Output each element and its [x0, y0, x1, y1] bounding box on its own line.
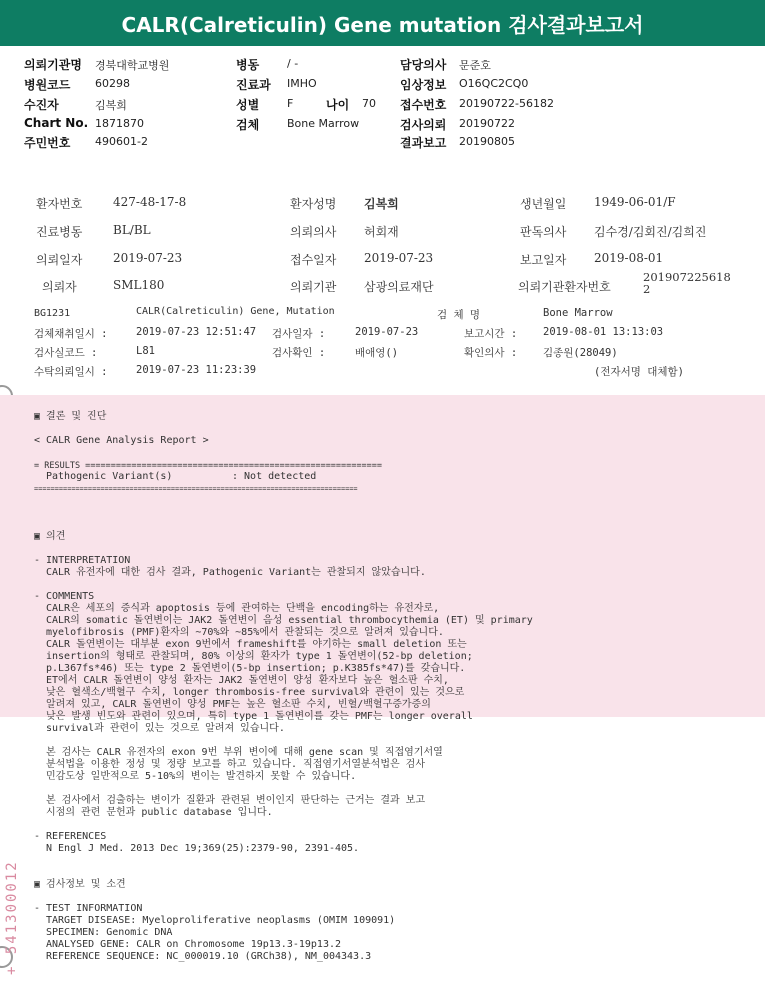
info-value: / - [287, 57, 299, 70]
patient-value: 허회재 [364, 225, 399, 239]
comment-line: 알려져 있고, CALR 돌연변이 양성 PMF는 높은 혈소판 수치, 빈혈/백혈구증가증의 [46, 699, 431, 710]
comment-line: p.L367fs*46) 또는 type 2 돌연변이(5-bp insertion; p.K385fs*47)를 갖습니다. [46, 663, 466, 674]
test-code: BG1231 [34, 308, 71, 319]
patient-label: 의뢰일자 [36, 253, 83, 267]
patient-label: 의뢰의사 [290, 225, 337, 239]
meta-label: 검사실코드 : [34, 347, 98, 359]
method-line: 본 검사는 CALR 유전자의 exon 9번 부위 변이에 대해 gene scan 및 직접염기서열 [46, 747, 443, 758]
info-value: 60298 [95, 77, 130, 90]
info-value: 김복희 [95, 99, 127, 112]
age-value: 70 [362, 97, 376, 110]
info-label: 의뢰기관명 [24, 58, 82, 72]
comment-line: 낮은 혈색소/백혈구 수치, longer thrombosis-free survival와 관련이 있는 것으로 [46, 687, 465, 698]
results-line: = RESULTS ========================================================== [34, 461, 382, 471]
info-value: IMHO [287, 77, 317, 90]
info-value: O16QC2CQ0 [459, 77, 529, 90]
patient-value: 2019-07-23 [113, 251, 183, 265]
patient-value: 1949-06-01/F [594, 195, 676, 209]
specimen-label: 검 체 명 [437, 309, 481, 321]
comment-line: CALR 돌연변이는 대부분 exon 9번에서 frameshift를 야기하는 small deletion 또는 [46, 639, 467, 650]
info-label: 접수번호 [400, 98, 447, 112]
info-value: 경북대학교병원 [95, 59, 170, 72]
info-label: 성별 [236, 98, 260, 112]
meta-value: 2019-07-23 12:51:47 [136, 326, 257, 338]
info-value: F [287, 97, 294, 110]
patient-value: 삼광의료재단 [364, 280, 434, 294]
patient-label: 의뢰기관환자번호 [518, 280, 611, 294]
specimen-value: Bone Marrow [543, 307, 613, 319]
interpretation-title: - INTERPRETATION [34, 555, 131, 566]
conclusion-heading: ▣ 결론 및 진단 [34, 411, 107, 422]
info-value: 20190722-56182 [459, 97, 554, 110]
test-info-title: - TEST INFORMATION [34, 903, 143, 914]
patient-value: 김수경/김회진/김희진 [594, 225, 707, 239]
opinion-heading: ▣ 의견 [34, 531, 66, 542]
test-info-heading: ▣ 검사정보 및 소견 [34, 879, 126, 890]
results-rule: ============================================================================== [34, 485, 358, 493]
patient-value: 2019-07-23 [364, 251, 434, 265]
variant-value: : Not detected [232, 471, 317, 482]
variant-label: Pathogenic Variant(s) [46, 471, 173, 482]
info-value: 문준호 [459, 59, 491, 72]
method-line: 민감도상 일반적으로 5-10%의 변이는 발견하지 못할 수 있습니다. [46, 771, 357, 782]
meta-label: 검사일자 : [272, 328, 326, 340]
comments-title: - COMMENTS [34, 591, 95, 602]
patient-label: 생년월일 [520, 197, 567, 211]
info-label: 수진자 [24, 98, 59, 112]
info-label: 병원코드 [24, 78, 71, 92]
info-label: 검사의뢰 [400, 118, 447, 132]
basis-line: 시점의 관련 문헌과 public database 입니다. [46, 807, 273, 818]
info-value: 1871870 [95, 117, 144, 130]
comment-line: CALR의 somatic 돌연변이는 JAK2 돌연변이 음성 essential thrombocythemia (ET) 및 primary [46, 615, 533, 626]
test-name: CALR(Calreticulin) Gene, Mutation [136, 306, 335, 317]
test-info-line: ANALYSED GENE: CALR on Chromosome 19p13.3-19p13.2 [46, 939, 342, 950]
meta-value: 배애영() [355, 347, 399, 359]
patient-value: 김복희 [364, 197, 399, 211]
meta-label: 수탁의뢰일시 : [34, 366, 108, 378]
info-label: 결과보고 [400, 136, 447, 150]
meta-value: 2019-07-23 [355, 326, 419, 338]
references-title: - REFERENCES [34, 831, 107, 842]
comment-line: ET에서 CALR 돌연변이 양성 환자는 JAK2 돌연변이 양성 환자보다 높은 혈소판 수치, [46, 675, 449, 686]
info-value: 490601-2 [95, 135, 148, 148]
report-title: CALR(Calreticulin) Gene mutation 검사결과보고서 [121, 12, 644, 37]
info-value: Bone Marrow [287, 117, 360, 130]
test-info-line: REFERENCE SEQUENCE: NC_000019.10 (GRCh38), NM_004343.3 [46, 951, 372, 962]
comment-line: survival과 관련이 있는 것으로 알려져 있습니다. [46, 723, 285, 734]
comment-line: insertion의 형태로 관찰되며, 80% 이상의 환자가 type 1 돌연변이(52-bp deletion; [46, 651, 473, 662]
patient-value: 2019-08-01 [594, 251, 664, 265]
top-info-section [0, 56, 765, 152]
patient-value: SML180 [113, 278, 165, 292]
patient-value: 427-48-17-8 [113, 195, 187, 209]
meta-value: L81 [136, 345, 155, 357]
patient-value: 201907225618 2 [643, 270, 731, 296]
side-serial-number: + 541300012 [4, 860, 20, 975]
test-info-line: TARGET DISEASE: Myeloproliferative neoplasms (OMIM 109091) [46, 915, 396, 926]
test-info-line: SPECIMEN: Genomic DNA [46, 927, 173, 938]
info-label: 병동 [236, 58, 260, 72]
meta-label: 검체채취일시 : [34, 328, 108, 340]
info-label: 검체 [236, 118, 260, 132]
comment-line: 낮은 발생 빈도와 관련이 있으며, 특히 type 1 돌연변이를 갖는 PMF는 longer overall [46, 711, 473, 722]
meta-value: 김종원(28049) [543, 347, 618, 359]
age-label: 나이 [326, 98, 350, 112]
meta-label: 보고시간 : [464, 328, 518, 340]
patient-label: 의뢰기관 [290, 280, 337, 294]
method-line: 분석법을 이용한 정성 및 정량 보고를 하고 있습니다. 직접염기서열분석법은 검사 [46, 759, 425, 770]
patient-label: 접수일자 [290, 253, 337, 267]
patient-value: BL/BL [113, 223, 151, 237]
comment-line: myelofibrosis (PMF)환자의 ~70%와 ~85%에서 관찰되는 것으로 알려져 있습니다. [46, 627, 444, 638]
meta-label: 확인의사 : [464, 347, 518, 359]
meta-value: 2019-07-23 11:23:39 [136, 364, 257, 376]
report-title-bar [0, 0, 765, 46]
patient-label: 환자번호 [36, 197, 83, 211]
references-text: N Engl J Med. 2013 Dec 19;369(25):2379-90, 2391-405. [46, 843, 360, 854]
info-label: Chart No. [24, 116, 89, 130]
patient-label: 환자성명 [290, 197, 337, 211]
basis-line: 본 검사에서 검출하는 변이가 질환과 관련된 변이인지 판단하는 근거는 결과 보고 [46, 795, 425, 806]
patient-label: 진료병동 [36, 225, 83, 239]
signature-note: (전자서명 대체함) [594, 366, 684, 378]
meta-label: 검사확인 : [272, 347, 326, 359]
patient-label: 보고일자 [520, 253, 567, 267]
patient-label: 판독의사 [520, 225, 567, 239]
patient-label: 의뢰자 [42, 280, 77, 294]
report-subtitle: < CALR Gene Analysis Report > [34, 435, 209, 446]
info-label: 담당의사 [400, 58, 447, 72]
meta-value: 2019-08-01 13:13:03 [543, 326, 664, 338]
info-label: 진료과 [236, 78, 271, 92]
info-value: 20190805 [459, 135, 515, 148]
info-label: 임상정보 [400, 78, 447, 92]
info-label: 주민번호 [24, 136, 71, 150]
comment-line: CALR은 세포의 증식과 apoptosis 등에 관여하는 단백을 encoding하는 유전자로, [46, 603, 440, 614]
info-value: 20190722 [459, 117, 515, 130]
interpretation-text: CALR 유전자에 대한 검사 결과, Pathogenic Variant는 관찰되지 않았습니다. [46, 567, 426, 578]
